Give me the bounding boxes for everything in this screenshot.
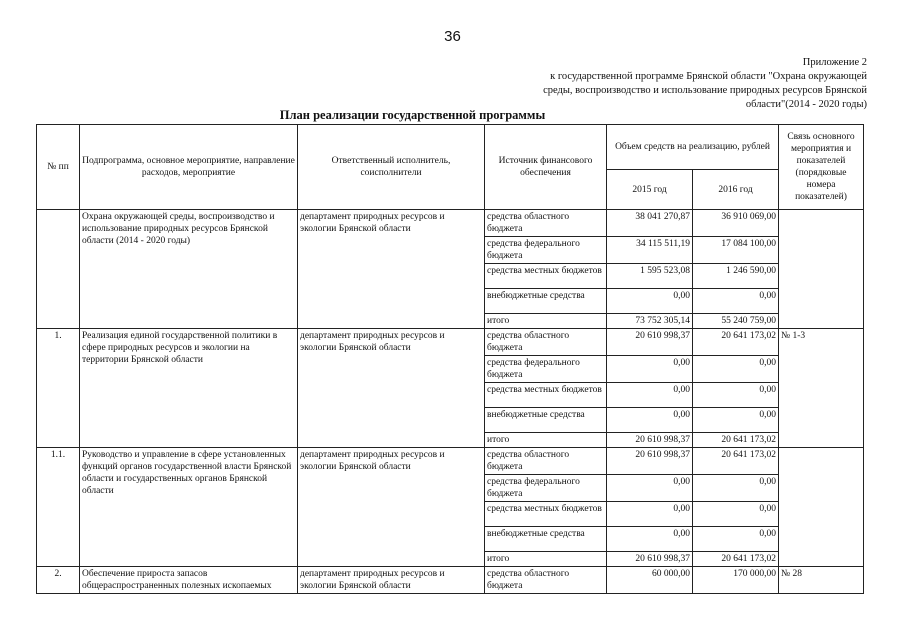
value-2016: 0,00 xyxy=(693,527,779,552)
row-number: 2. xyxy=(37,567,80,594)
table-row xyxy=(37,210,864,237)
row-source: средства федерального бюджета xyxy=(485,356,607,383)
table-row xyxy=(37,448,864,475)
row-source: внебюджетные средства xyxy=(485,289,607,314)
value-2016: 17 084 100,00 xyxy=(693,237,779,264)
value-2015: 60 000,00 xyxy=(607,567,693,594)
value-2016: 0,00 xyxy=(693,356,779,383)
row-indicator-link xyxy=(779,448,864,567)
row-source: средства местных бюджетов xyxy=(485,502,607,527)
header-source: Источник финансового обеспечения xyxy=(485,125,607,210)
value-2016: 20 641 173,02 xyxy=(693,433,779,448)
value-2015: 20 610 998,37 xyxy=(607,433,693,448)
row-executor: департамент природных ресурсов и экологии Брянской области xyxy=(298,329,485,448)
value-2015: 1 595 523,08 xyxy=(607,264,693,289)
appendix-line-4: области"(2014 - 2020 годы) xyxy=(745,99,867,110)
row-source: итого xyxy=(485,314,607,329)
value-2015: 0,00 xyxy=(607,356,693,383)
row-source: средства федерального бюджета xyxy=(485,237,607,264)
row-subprogram-name: Руководство и управление в сфере установленных функций органов государственной власти Брянской области и государственных органов Брянской области xyxy=(80,448,298,567)
header-2015: 2015 год xyxy=(607,170,693,210)
row-source: внебюджетные средства xyxy=(485,527,607,552)
row-source: средства местных бюджетов xyxy=(485,383,607,408)
value-2015: 20 610 998,37 xyxy=(607,329,693,356)
value-2015: 20 610 998,37 xyxy=(607,552,693,567)
row-subprogram-name: Реализация единой государственной политики в сфере природных ресурсов и экологии на территории Брянской области xyxy=(80,329,298,448)
value-2015: 34 115 511,19 xyxy=(607,237,693,264)
value-2016: 36 910 069,00 xyxy=(693,210,779,237)
value-2016: 20 641 173,02 xyxy=(693,552,779,567)
value-2016: 0,00 xyxy=(693,408,779,433)
row-source: средства местных бюджетов xyxy=(485,264,607,289)
row-indicator-link: № 28 xyxy=(779,567,864,594)
row-source: средства областного бюджета xyxy=(485,210,607,237)
table-row xyxy=(37,567,864,594)
value-2016: 0,00 xyxy=(693,475,779,502)
value-2015: 73 752 305,14 xyxy=(607,314,693,329)
header-link: Связь основного мероприятия и показателей (порядковые номера показателей) xyxy=(779,125,864,210)
header-subprogram: Подпрограмма, основное мероприятие, направление расходов, мероприятие xyxy=(80,125,298,210)
row-executor: департамент природных ресурсов и экологии Брянской области xyxy=(298,567,485,594)
value-2016: 55 240 759,00 xyxy=(693,314,779,329)
value-2016: 20 641 173,02 xyxy=(693,448,779,475)
row-source: средства областного бюджета xyxy=(485,329,607,356)
header-num: № пп xyxy=(37,125,80,210)
table-body xyxy=(37,210,864,594)
value-2016: 1 246 590,00 xyxy=(693,264,779,289)
value-2016: 0,00 xyxy=(693,383,779,408)
value-2015: 20 610 998,37 xyxy=(607,448,693,475)
value-2015: 38 041 270,87 xyxy=(607,210,693,237)
row-source: средства областного бюджета xyxy=(485,448,607,475)
row-number: 1. xyxy=(37,329,80,448)
row-subprogram-name: Обеспечение прироста запасов общераспространенных полезных ископаемых xyxy=(80,567,298,594)
appendix-note xyxy=(487,56,867,112)
appendix-line-3: среды, воспроизводство и использование природных ресурсов Брянской xyxy=(543,85,867,96)
row-source: итого xyxy=(485,433,607,448)
row-source: средства федерального бюджета xyxy=(485,475,607,502)
appendix-line-2: к государственной программе Брянской области "Охрана окружающей xyxy=(550,71,867,82)
appendix-line-1: Приложение 2 xyxy=(802,57,867,68)
row-source: средства областного бюджета xyxy=(485,567,607,594)
value-2015: 0,00 xyxy=(607,408,693,433)
value-2016: 170 000,00 xyxy=(693,567,779,594)
row-source: внебюджетные средства xyxy=(485,408,607,433)
value-2015: 0,00 xyxy=(607,502,693,527)
document-title: План реализации государственной программы xyxy=(279,108,546,122)
row-subprogram-name: Охрана окружающей среды, воспроизводство и использование природных ресурсов Брянской области (2014 - 2020 годы) xyxy=(80,210,298,329)
row-executor: департамент природных ресурсов и экологии Брянской области xyxy=(298,448,485,567)
row-indicator-link xyxy=(779,210,864,329)
table-row xyxy=(37,329,864,356)
header-2016: 2016 год xyxy=(693,170,779,210)
value-2015: 0,00 xyxy=(607,475,693,502)
row-indicator-link: № 1-3 xyxy=(779,329,864,448)
plan-table xyxy=(36,124,864,594)
value-2015: 0,00 xyxy=(607,289,693,314)
row-number xyxy=(37,210,80,329)
value-2015: 0,00 xyxy=(607,527,693,552)
header-executor: Ответственный исполнитель, соисполнители xyxy=(298,125,485,210)
value-2015: 0,00 xyxy=(607,383,693,408)
value-2016: 0,00 xyxy=(693,289,779,314)
table-header xyxy=(37,125,864,210)
header-volume: Объем средств на реализацию, рублей xyxy=(607,125,779,170)
page-number: 36 xyxy=(444,28,461,45)
row-executor: департамент природных ресурсов и экологии Брянской области xyxy=(298,210,485,329)
row-source: итого xyxy=(485,552,607,567)
row-number: 1.1. xyxy=(37,448,80,567)
value-2016: 20 641 173,02 xyxy=(693,329,779,356)
value-2016: 0,00 xyxy=(693,502,779,527)
